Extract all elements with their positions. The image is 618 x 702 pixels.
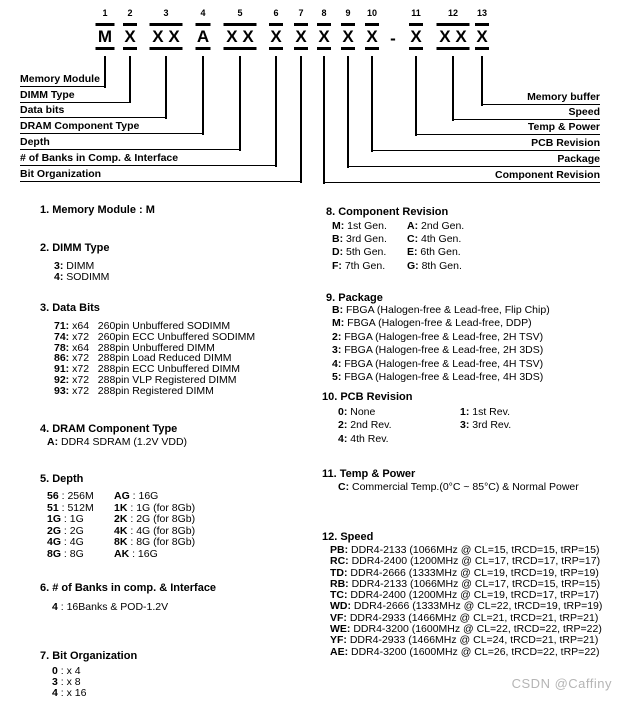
- field-label-dram-component-type: DRAM Component Type: [20, 120, 202, 134]
- item-key: 3:: [54, 260, 64, 272]
- item-text: FBGA (Halogen-free & Lead-free, Flip Chip): [343, 304, 550, 316]
- list-item: [332, 233, 407, 246]
- list-item: [407, 246, 464, 259]
- list-item: [47, 437, 187, 448]
- item-key: D:: [332, 246, 344, 259]
- field-label-temp-power: Temp & Power: [415, 121, 600, 135]
- item-text: x72 288pin ECC Unbuffered DIMM: [69, 363, 240, 376]
- item-key: F:: [332, 259, 342, 272]
- item-text: Commercial Temp.(0°C ~ 85°C) & Normal Power: [349, 481, 579, 493]
- field-label-pcb-revision: PCB Revision: [371, 137, 600, 151]
- item-text: 3rd Rev.: [469, 419, 512, 432]
- position-number: 13: [476, 8, 487, 18]
- item-text: : 1G: [61, 513, 84, 526]
- section-dram-component-type: [40, 423, 187, 448]
- section-component-revision: [326, 206, 464, 273]
- item-text: FBGA (Halogen-free & Lead-free, 2H 3DS): [341, 344, 544, 357]
- item-key: 1G: [47, 513, 62, 526]
- item-key: 51: [47, 501, 59, 514]
- item-text: 3rd Gen.: [343, 233, 387, 246]
- list-item: [52, 688, 137, 699]
- item-key: WD:: [330, 600, 351, 613]
- connector-line: [104, 56, 106, 88]
- item-key: 4G: [47, 536, 62, 549]
- item-key: 0:: [338, 406, 348, 418]
- item-key: A:: [47, 436, 59, 448]
- item-key: 3:: [332, 344, 342, 357]
- item-text: : 2G (for 8Gb): [127, 513, 196, 526]
- connector-line: [202, 56, 204, 135]
- item-text: : 16Banks & POD-1.2V: [57, 601, 169, 613]
- item-text: 2nd Gen.: [418, 220, 465, 232]
- item-text: 1st Gen.: [344, 220, 387, 232]
- section-items: [52, 602, 216, 613]
- item-text: DDR4-2666 (1333MHz @ CL=22, tRCD=19, tRP=19): [351, 600, 603, 613]
- section-heading: 10. PCB Revision: [322, 391, 413, 403]
- item-text: : 4G: [61, 536, 84, 549]
- field-label-package: Package: [347, 153, 600, 167]
- part-number-group: [196, 8, 211, 50]
- item-key: YF:: [330, 634, 347, 647]
- part-number-group: [475, 8, 489, 50]
- part-number-letters: M: [96, 23, 115, 50]
- list-item: [407, 233, 464, 246]
- item-text: DDR4-2133 (1066MHz @ CL=15, tRCD=15, tRP=15): [348, 544, 600, 556]
- section-package: [326, 292, 550, 384]
- item-key: AK: [114, 547, 130, 560]
- section-heading: 3. Data Bits: [40, 302, 100, 314]
- field-label-component-revision: Component Revision: [323, 169, 600, 183]
- item-text: 6th Gen.: [417, 246, 461, 259]
- connector-line: [323, 56, 325, 184]
- section-speed: [322, 531, 602, 658]
- section-items: [47, 437, 187, 448]
- part-number-letters: X X: [150, 23, 183, 50]
- item-text: x72 288pin Registered DIMM: [69, 384, 214, 397]
- section-memory-module: [40, 204, 155, 216]
- section-pcb-revision: [322, 391, 511, 446]
- item-text: 7th Gen.: [341, 259, 386, 272]
- list-item: [332, 358, 550, 371]
- item-text: : x 16: [57, 687, 87, 699]
- position-number: 5: [237, 8, 243, 18]
- section-heading: 7. Bit Organization: [40, 650, 138, 662]
- item-key: 4:: [54, 271, 64, 283]
- item-key: 93:: [54, 384, 70, 397]
- section-depth: [40, 473, 195, 561]
- section-heading: 4. DRAM Component Type: [40, 423, 178, 435]
- item-text: 4th Rev.: [347, 432, 389, 445]
- item-text: DIMM: [63, 260, 95, 272]
- part-number-letters: X: [317, 23, 331, 50]
- section-items: [332, 220, 464, 273]
- item-text: DDR4-2133 (1066MHz @ CL=17, tRCD=15, tRP=15): [348, 577, 601, 590]
- part-number-group: [224, 8, 257, 50]
- item-text: 2nd Rev.: [347, 419, 392, 432]
- field-label-banks-interface: # of Banks in Comp. & Interface: [20, 152, 275, 166]
- item-key: RB:: [330, 577, 349, 590]
- item-key: M:: [332, 317, 345, 330]
- position-number: 6: [273, 8, 279, 18]
- item-text: DDR4 SDRAM (1.2V VDD): [58, 436, 188, 448]
- position-number: 8: [321, 8, 327, 18]
- section-heading: 6. # of Banks in comp. & Interface: [40, 582, 217, 594]
- items-column: [338, 406, 460, 446]
- part-number-group: [365, 8, 379, 50]
- item-text: : 512M: [58, 501, 94, 514]
- item-text: DDR4-3200 (1600MHz @ CL=22, tRCD=22, tRP=22): [350, 623, 602, 636]
- list-item: [338, 433, 460, 446]
- item-key: WE:: [330, 623, 351, 636]
- connector-line: [347, 56, 349, 168]
- item-key: 4K: [114, 524, 128, 537]
- section-heading: 9. Package: [326, 292, 383, 304]
- section-data-bits: [40, 302, 255, 397]
- item-text: 8th Gen.: [418, 259, 462, 272]
- section-dimm-type: [40, 242, 109, 283]
- list-item: [330, 647, 602, 658]
- items-column: [114, 491, 195, 561]
- section-items: [52, 666, 137, 699]
- item-key: RC:: [330, 555, 349, 568]
- item-key: 3:: [460, 419, 470, 432]
- item-key: 4:: [332, 357, 342, 370]
- item-key: VF:: [330, 611, 347, 624]
- part-number-letters: X: [475, 23, 489, 50]
- position-number: 7: [298, 8, 304, 18]
- list-item: [332, 331, 550, 344]
- list-item: [460, 406, 511, 419]
- section-items: [332, 304, 550, 384]
- item-key: B:: [332, 304, 344, 316]
- item-text: x72 288pin VLP Registered DIMM: [69, 373, 237, 386]
- list-item: [332, 304, 550, 317]
- list-item: [407, 260, 464, 273]
- part-number-letters: X: [409, 23, 423, 50]
- item-text: : 256M: [58, 490, 94, 502]
- part-number-group: [317, 8, 331, 50]
- item-key: A:: [407, 220, 419, 232]
- item-key: G:: [407, 259, 419, 272]
- items-column: [407, 220, 464, 273]
- item-key: M:: [332, 220, 345, 232]
- item-key: 71:: [54, 320, 70, 332]
- item-key: 2K: [114, 513, 128, 526]
- item-key: B:: [332, 233, 344, 246]
- item-text: x72 260pin ECC Unbuffered SODIMM: [69, 330, 256, 343]
- item-text: : 1G (for 8Gb): [127, 501, 196, 514]
- item-key: 4: [52, 687, 58, 699]
- item-text: x64 260pin Unbuffered SODIMM: [69, 320, 231, 332]
- connector-line: [300, 56, 302, 183]
- items-column: [460, 406, 511, 446]
- part-number-group: [409, 8, 423, 50]
- item-key: TC:: [330, 589, 348, 602]
- part-number-separator: -: [390, 29, 396, 48]
- position-number: 12: [447, 8, 458, 18]
- section-bit-organization: [40, 650, 137, 699]
- connector-line: [165, 56, 167, 119]
- list-item: [54, 386, 255, 397]
- list-item: [52, 602, 216, 613]
- list-item: [332, 317, 550, 330]
- csdn-watermark: CSDN @Caffiny: [511, 676, 612, 691]
- items-column: [332, 220, 407, 273]
- part-number-group: [269, 8, 283, 50]
- part-number-letters: X X: [224, 23, 257, 50]
- item-text: SODIMM: [63, 271, 110, 283]
- item-key: 1:: [460, 406, 470, 418]
- item-key: AG: [114, 490, 130, 502]
- item-text: : 8G: [61, 547, 84, 560]
- item-key: 92:: [54, 373, 70, 386]
- list-item: [338, 406, 460, 419]
- part-number-letters: X X: [437, 23, 470, 50]
- field-label-dimm-type: DIMM Type: [20, 89, 129, 103]
- part-number-letters: X: [269, 23, 283, 50]
- item-text: 1st Rev.: [469, 406, 510, 418]
- position-number: 11: [411, 8, 421, 18]
- section-heading: 1. Memory Module : M: [40, 204, 155, 216]
- item-key: 91:: [54, 363, 70, 376]
- item-text: : 8G (for 8Gb): [127, 536, 196, 549]
- item-text: : 4G (for 8Gb): [127, 524, 196, 537]
- item-text: 4th Gen.: [418, 233, 462, 246]
- item-text: : 2G: [61, 524, 84, 537]
- item-text: FBGA (Halogen-free & Lead-free, 4H TSV): [341, 357, 544, 370]
- item-key: 2G: [47, 524, 62, 537]
- item-key: 86:: [54, 352, 70, 365]
- position-number: 2: [127, 8, 133, 18]
- item-text: x72 288pin Load Reduced DIMM: [69, 352, 232, 365]
- item-key: 4: [52, 601, 58, 613]
- section-items: [47, 491, 195, 561]
- position-number: 10: [366, 8, 377, 18]
- part-number-letters: X: [294, 23, 308, 50]
- connector-line: [239, 56, 241, 151]
- section-temp-power: [322, 468, 579, 493]
- item-text: FBGA (Halogen-free & Lead-free, 4H 3DS): [341, 371, 544, 384]
- section-heading: 5. Depth: [40, 473, 84, 485]
- item-text: DDR4-2933 (1466MHz @ CL=24, tRCD=21, tRP=21): [346, 634, 599, 647]
- item-key: 2:: [332, 330, 342, 343]
- part-number-letters: X: [365, 23, 379, 50]
- field-label-depth: Depth: [20, 136, 239, 150]
- item-text: DDR4-2666 (1333MHz @ CL=19, tRCD=19, tRP=19): [347, 566, 599, 579]
- list-item: [114, 549, 195, 561]
- section-items: [330, 545, 602, 658]
- item-text: FBGA (Halogen-free & Lead-free, DDP): [344, 317, 532, 330]
- list-item: [332, 371, 550, 384]
- section-items: [338, 406, 511, 446]
- item-key: 5:: [332, 371, 342, 384]
- item-key: 4:: [338, 432, 348, 445]
- position-number: 3: [163, 8, 169, 18]
- position-number: 4: [200, 8, 206, 18]
- item-text: DDR4-3200 (1600MHz @ CL=26, tRCD=22, tRP=22): [348, 645, 600, 658]
- list-item: [332, 246, 407, 259]
- item-text: : 16G: [129, 490, 159, 502]
- part-number-letters: X: [123, 23, 137, 50]
- field-label-memory-module: Memory Module: [20, 73, 104, 87]
- list-item: [460, 419, 511, 432]
- item-key: 8G: [47, 547, 62, 560]
- item-text: : x 4: [57, 665, 81, 677]
- list-item: [332, 220, 407, 233]
- item-text: : 16G: [129, 547, 158, 560]
- item-text: DDR4-2933 (1466MHz @ CL=21, tRCD=21, tRP=21): [346, 611, 599, 624]
- position-number: 9: [345, 8, 351, 18]
- item-key: 0: [52, 665, 58, 677]
- section-heading: 2. DIMM Type: [40, 242, 110, 254]
- items-column: [47, 491, 114, 561]
- list-item: [47, 549, 114, 561]
- item-text: : x 8: [57, 676, 81, 688]
- item-text: FBGA (Halogen-free & Lead-free, 2H TSV): [341, 330, 544, 343]
- item-key: TD:: [330, 566, 348, 579]
- part-number-group: [150, 8, 183, 50]
- connector-line: [129, 56, 131, 103]
- section-heading: 12. Speed: [322, 531, 374, 543]
- field-label-speed: Speed: [452, 106, 600, 120]
- item-key: 2:: [338, 419, 348, 432]
- item-text: DDR4-2400 (1200MHz @ CL=17, tRCD=17, tRP=17): [348, 555, 601, 568]
- item-key: 3: [52, 676, 58, 688]
- part-number-letters: X: [341, 23, 355, 50]
- item-key: PB:: [330, 544, 349, 556]
- position-number: 1: [102, 8, 108, 18]
- part-number-group: [123, 8, 137, 50]
- item-key: C:: [407, 233, 419, 246]
- section-heading: 8. Component Revision: [326, 206, 449, 218]
- field-label-data-bits: Data bits: [20, 104, 165, 118]
- item-key: AE:: [330, 645, 349, 658]
- list-item: [407, 220, 464, 233]
- item-key: 74:: [54, 330, 70, 343]
- list-item: [338, 419, 460, 432]
- list-item: [332, 344, 550, 357]
- part-number-letters: A: [196, 23, 211, 50]
- section-items: [54, 261, 109, 283]
- item-text: x64 288pin Unbuffered DIMM: [69, 341, 215, 354]
- item-text: 5th Gen.: [343, 246, 387, 259]
- part-number-group: [437, 8, 470, 50]
- field-label-memory-buffer: Memory buffer: [481, 91, 600, 105]
- list-item: [338, 482, 579, 493]
- section-heading: 11. Temp & Power: [322, 468, 416, 480]
- item-text: DDR4-2400 (1200MHz @ CL=19, tRCD=17, tRP=17): [347, 589, 599, 602]
- field-label-bit-organization: Bit Organization: [20, 168, 300, 182]
- part-number-group: [294, 8, 308, 50]
- item-key: 8K: [114, 536, 128, 549]
- part-number-group: [341, 8, 355, 50]
- section-items: [338, 482, 579, 493]
- item-key: 78:: [54, 341, 70, 354]
- item-text: None: [347, 406, 376, 418]
- item-key: E:: [407, 246, 418, 259]
- part-number-group: [96, 8, 115, 50]
- item-key: 1K: [114, 501, 128, 514]
- item-key: 56: [47, 490, 59, 502]
- section-items: [54, 321, 255, 397]
- list-item: [332, 260, 407, 273]
- section-banks-interface: [40, 582, 216, 613]
- item-key: C:: [338, 481, 350, 493]
- list-item: [54, 272, 109, 283]
- connector-line: [275, 56, 277, 167]
